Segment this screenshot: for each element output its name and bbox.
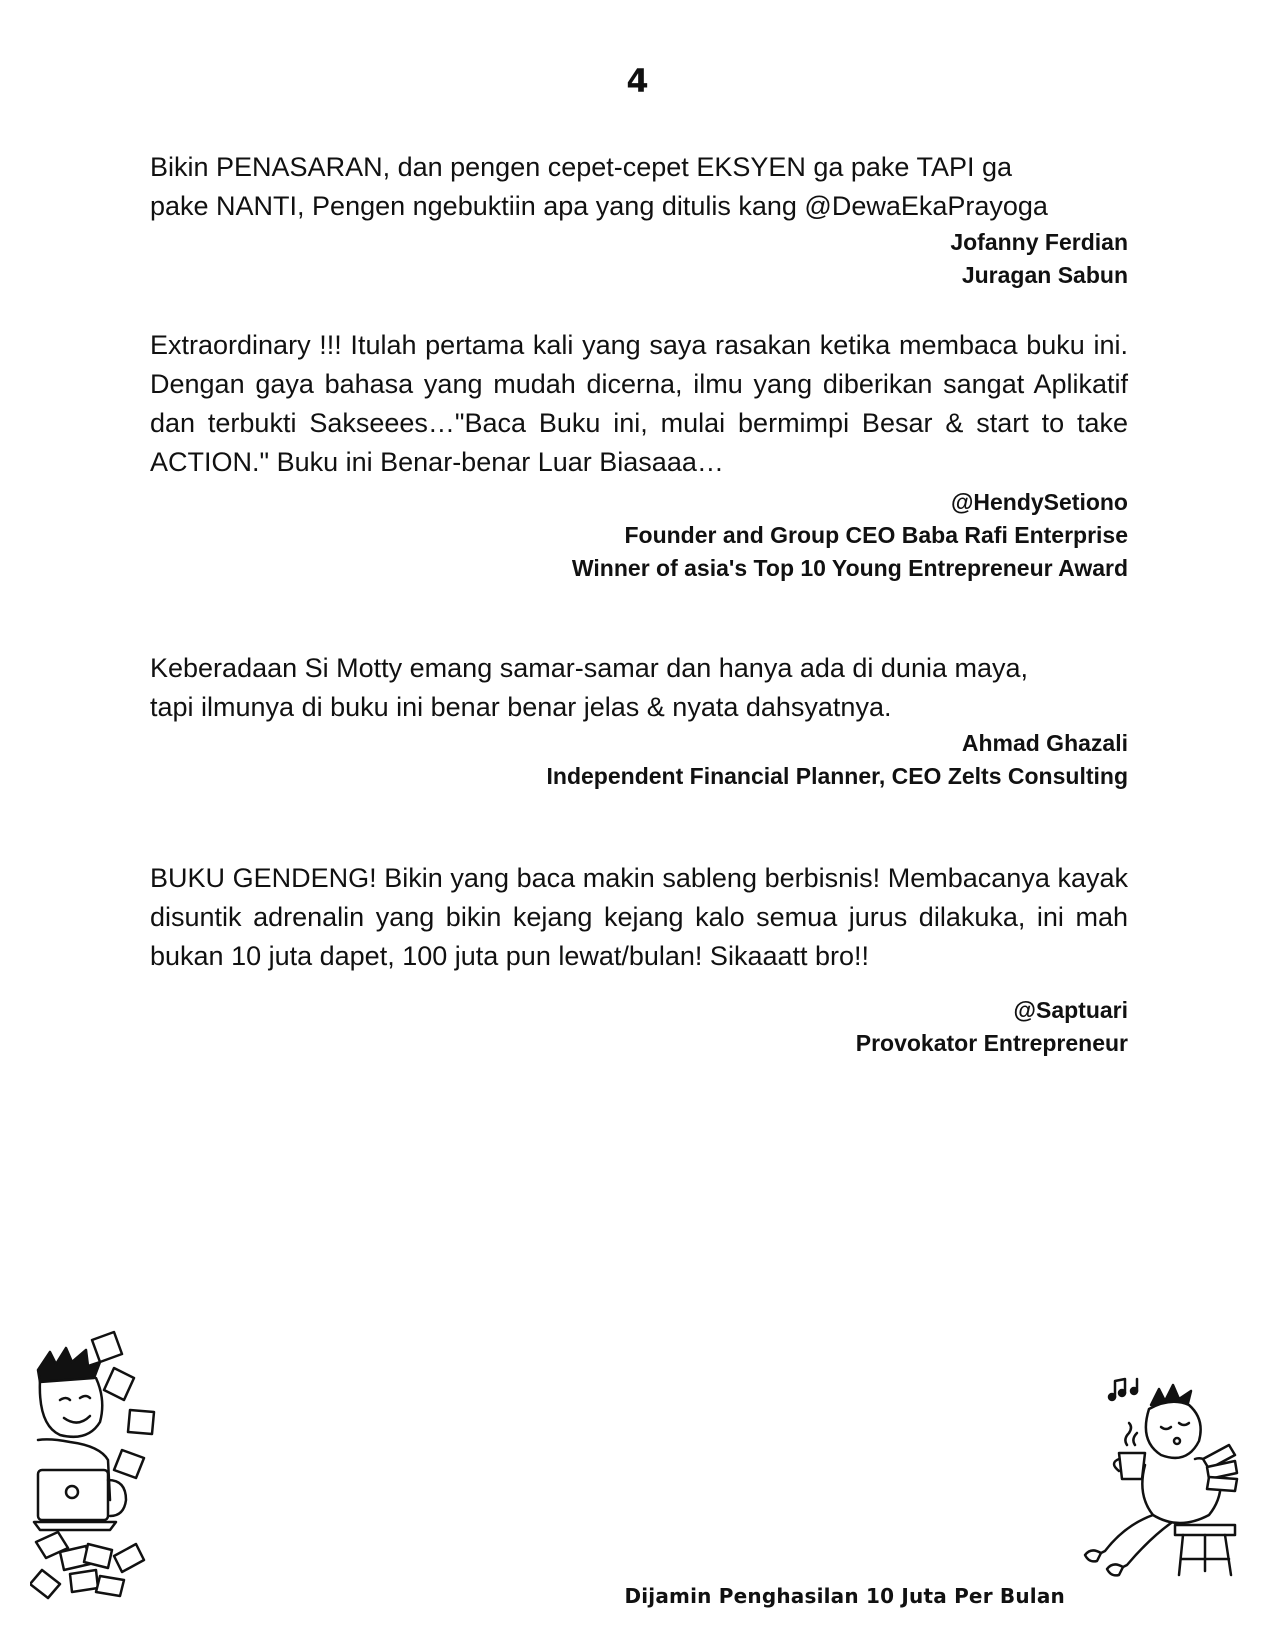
testimonial-4-text: BUKU GENDENG! Bikin yang baca makin sableng berbisnis! Membacanya kayak disuntik adrenalin yang bikin kejang kejang kalo semua jurus dilakuka, ini mah bukan 10 juta dapet, 100 juta pun lewat/bulan! Sikaaatt bro!!: [150, 863, 1128, 971]
testimonial-3: [150, 649, 1128, 793]
testimonial-1: [150, 148, 1128, 292]
testimonial-3-line-1: Keberadaan Si Motty emang samar-samar dan hanya ada di dunia maya,: [150, 653, 1029, 683]
testimonial-2-attribution: [150, 486, 1128, 585]
cartoon-man-laptop-money-icon: [30, 1330, 170, 1600]
author-name: Jofanny Ferdian: [950, 229, 1128, 255]
author-title: Independent Financial Planner, CEO Zelts Consulting: [546, 763, 1128, 789]
testimonial-3-line-2: tapi ilmunya di buku ini benar benar jelas & nyata dahsyatnya.: [150, 692, 892, 722]
author-award: Winner of asia's Top 10 Young Entrepreneur Award: [571, 555, 1128, 581]
author-name: @HendySetiono: [950, 489, 1128, 515]
testimonials-section: [150, 148, 1128, 1060]
author-title: Juragan Sabun: [961, 262, 1128, 288]
testimonial-1-line-2: pake NANTI, Pengen ngebuktiin apa yang ditulis kang @DewaEkaPrayoga: [150, 191, 1048, 221]
author-name: @Saptuari: [1013, 997, 1128, 1023]
testimonial-4: [150, 859, 1128, 1060]
testimonial-2: [150, 326, 1128, 585]
author-title: Founder and Group CEO Baba Rafi Enterprise: [624, 522, 1128, 548]
footer-title: Dijamin Penghasilan 10 Juta Per Bulan: [624, 1584, 1065, 1608]
testimonial-2-text: Extraordinary !!! Itulah pertama kali yang saya rasakan ketika membaca buku ini. Dengan gaya bahasa yang mudah dicerna, ilmu yang diberikan sangat Aplikatif dan terbukti Sakseees…"Baca Buku ini, mulai bermimpi Besar & start to take ACTION." Buku ini Benar-benar Luar Biasaaa…: [150, 330, 1128, 477]
testimonial-1-line-1: Bikin PENASARAN, dan pengen cepet-cepet EKSYEN ga pake TAPI ga: [150, 152, 1012, 182]
author-title: Provokator Entrepreneur: [855, 1030, 1128, 1056]
page-number: 4: [626, 62, 649, 100]
author-name: Ahmad Ghazali: [961, 730, 1128, 756]
cartoon-man-relaxing-coffee-icon: [1075, 1375, 1250, 1585]
testimonial-3-attribution: [150, 727, 1128, 793]
testimonial-1-attribution: [150, 226, 1128, 292]
testimonial-4-attribution: [150, 994, 1128, 1060]
